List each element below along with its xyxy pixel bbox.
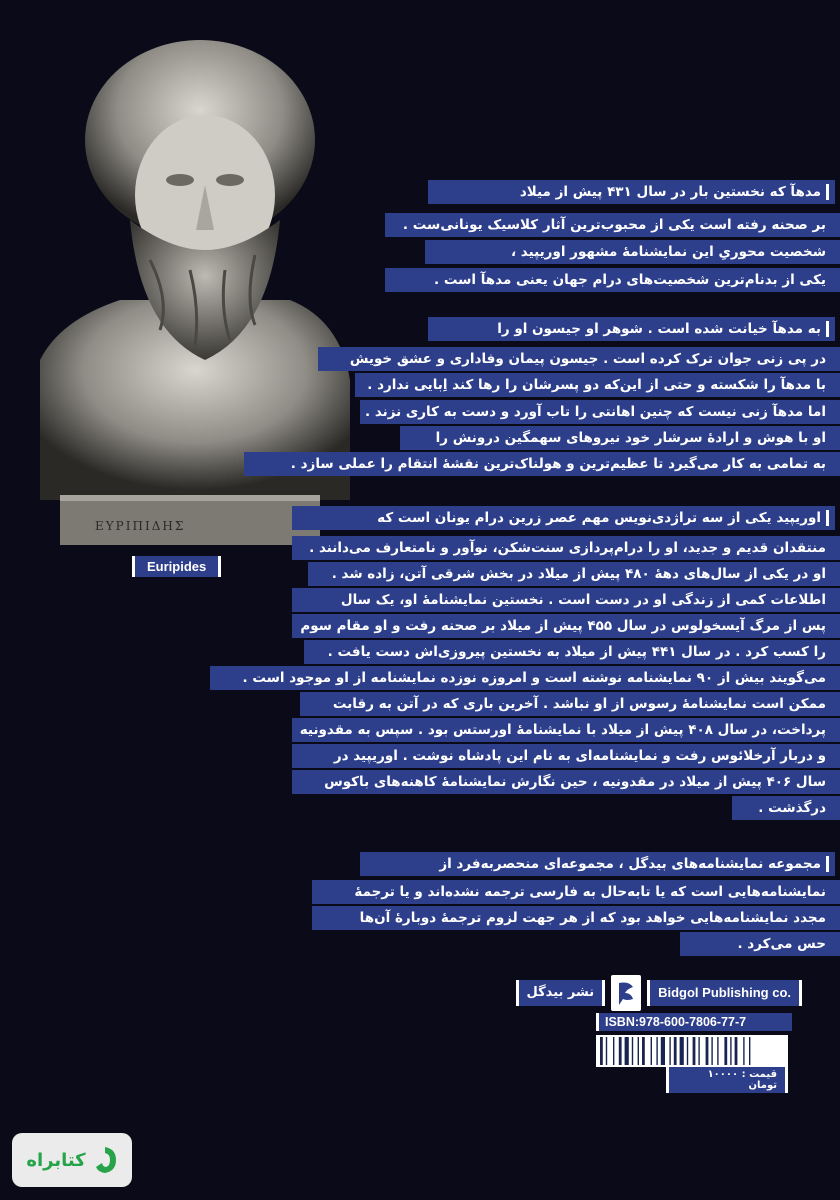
para4-line: حس می‌کرد . — [680, 932, 840, 956]
publisher-name-en: Bidgol Publishing co. — [647, 980, 802, 1006]
para3-line: اطلاعات کمی از زندگی او در دست است . نخستین نمایشنامهٔ او، یک سال — [292, 588, 840, 612]
ketabrah-watermark — [12, 1133, 132, 1187]
ketabrah-logo-icon — [92, 1145, 118, 1175]
para2-line: او با هوش و ارادهٔ سرشار خود نیروهای سهمگین درونش را — [400, 426, 840, 450]
portrait-caption: Euripides — [132, 556, 221, 577]
para4-line: مجدد نمایشنامه‌هایی خواهد بود که از هر جهت لزوم ترجمهٔ دوبارهٔ آن‌ها — [312, 906, 840, 930]
publisher-logo-icon — [611, 975, 641, 1011]
para2-line: به مدهآ خیانت شده است . شوهر او جیسون او را — [428, 317, 840, 341]
para4-line: نمایشنامه‌هایی است که یا تابه‌حال به فارسی ترجمه نشده‌اند و یا ترجمهٔ — [312, 880, 840, 904]
para3-line: و دربار آرخلائوس رفت و نمایشنامه‌ای به نام این پادشاه نوشت . اوریپید در — [292, 744, 840, 768]
para1-line: شخصیت محوریِ این نمایشنامهٔ مشهور اوریپید ، — [425, 240, 840, 264]
para2-line: به تمامی به کار می‌گیرد تا عظیم‌ترین و هولناک‌ترین نقشهٔ انتقام را عملی سازد . — [244, 452, 840, 476]
para3-line: سال ۴۰۶ پیش از میلاد در مقدونیه ، حین نگارش نمایشنامهٔ کاهنه‌های باکوس — [292, 770, 840, 794]
para3-line: پس از مرگ آیسخولوس در سال ۴۵۵ پیش از میلاد بر صحنه رفت و او مقام سوم — [292, 614, 840, 638]
isbn-label: ISBN:978-600-7806-77-7 — [596, 1013, 792, 1031]
pedestal-inscription: ΕΥΡΙΠΙΔΗΣ — [95, 519, 186, 533]
para2-line: در پی زنی جوان ترک کرده است . جیسون پیمان وفاداری و عشق خویش — [318, 347, 840, 371]
para3-line: او در یکی از سال‌های دههٔ ۴۸۰ پیش از میلاد در بخش شرقی آتن، زاده شد . — [308, 562, 840, 586]
watermark-text: کتابراه — [26, 1149, 86, 1171]
para3-line: می‌گویند بیش از ۹۰ نمایشنامه نوشته است و امروزه نوزده نمایشنامه از او موجود است . — [210, 666, 840, 690]
para3-line: منتقدان قدیم و جدید، او را درام‌پردازی سنت‌شکن، نوآور و نامتعارف می‌دانند . — [292, 536, 840, 560]
para2-line: اما مدهآ زنی نیست که چنین اهانتی را تاب آورد و دست به کاری نزند . — [360, 400, 840, 424]
euripides-bust-photo — [0, 0, 400, 560]
publisher-block — [516, 975, 802, 1011]
para1-line: یکی از بدنام‌ترین شخصیت‌های درام جهان یعنی مدهآ است . — [385, 268, 840, 292]
para3-line: اوریپید یکی از سه تراژدی‌نویس مهم عصر زرین درام یونان است که — [292, 506, 840, 530]
para1-line: بر صحنه رفته است یکی از محبوب‌ترین آثار کلاسیک یونانی‌ست . — [385, 213, 840, 237]
publisher-name-fa: نشر بیدگل — [516, 980, 606, 1006]
para3-line: درگذشت . — [732, 796, 840, 820]
para4-line: مجموعه نمایشنامه‌های بیدگل ، مجموعه‌ای منحصربه‌فرد از — [360, 852, 840, 876]
para3-line: را کسب کرد . در سال ۴۴۱ پیش از میلاد به نخستین پیروزی‌اش دست یافت . — [304, 640, 840, 664]
para3-line: پرداخت، در سال ۴۰۸ پیش از میلاد با نمایشنامهٔ اورستس بود . سپس به مقدونیه — [292, 718, 840, 742]
para2-line: با مدهآ را شکسته و حتی از این‌که دو پسرشان را رها کند اِبایی ندارد . — [355, 373, 840, 397]
para1-line: مدهآ که نخستین بار در سال ۴۳۱ پیش از میلاد — [428, 180, 840, 204]
para3-line: ممکن است نمایشنامهٔ رسوس از او نباشد . آخرین باری که در آتن به رقابت — [300, 692, 840, 716]
price-label: قیمت : ۱۰۰۰۰ تومان — [666, 1067, 788, 1093]
barcode — [596, 1035, 788, 1067]
